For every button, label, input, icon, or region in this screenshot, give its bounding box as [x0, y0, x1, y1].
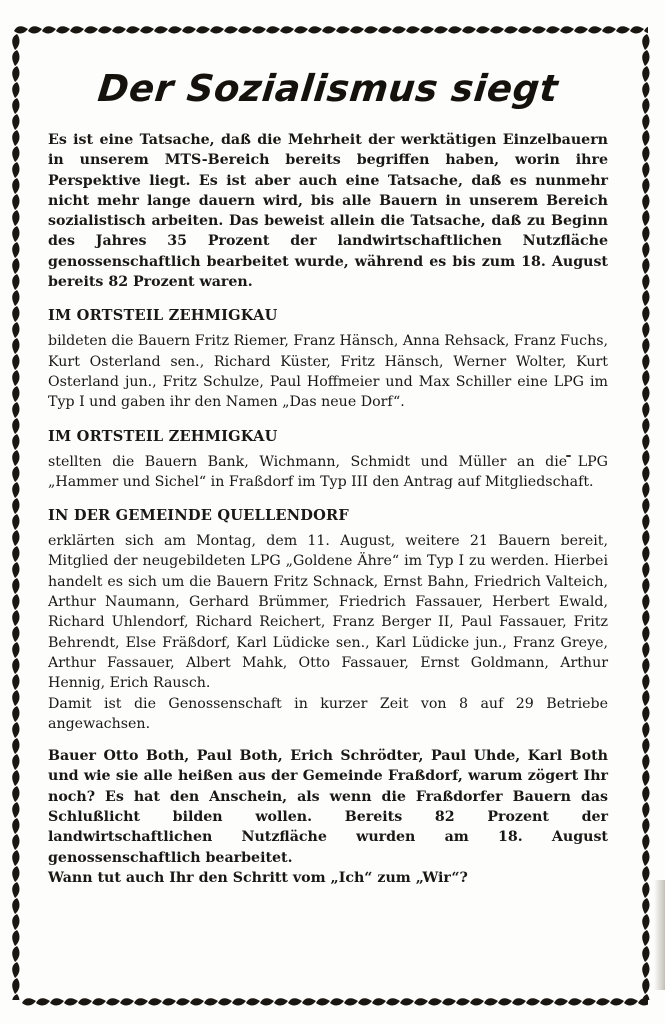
section-heading: IN DER GEMEINDE QUELLENDORF	[48, 507, 349, 525]
page-edge-shadow	[654, 880, 665, 990]
headline: Der Sozialismus siegt	[95, 67, 561, 110]
rope-border-top	[14, 24, 648, 36]
article	[48, 60, 608, 888]
section-heading: IM ORTSTEIL ZEHMIGKAU	[48, 307, 278, 325]
section-followup: Damit ist die Genossenschaft in kurzer Zeit von 8 auf 29 Betriebe angewachsen.	[48, 695, 608, 732]
section-body: stellten die Bauern Bank, Wichmann, Schmidt und Müller an die LPG „Hammer und Sichel“ in Fraßdorf im Typ III den Antrag auf Mitgliedschaft.	[48, 453, 608, 490]
section-body: bildeten die Bauern Fritz Riemer, Franz Hänsch, Anna Rehsack, Franz Fuchs, Kurt Osterland sen., Richard Küster, Fritz Hänsch, Werner Wolter, Kurt Osterland jun., Fritz Schulze, Paul Hoffmeier und Max Schiller eine LPG im Typ I und gaben ihr den Namen „Das neue Dorf“.	[48, 333, 608, 411]
rope-border-bottom	[22, 996, 648, 1008]
rope-border-left	[10, 34, 24, 1000]
lead-paragraph: Es ist eine Tatsache, daß die Mehrheit der werktätigen Einzelbauern in unserem MTS-Bereich bereits begriffen haben, worin ihre Perspektive liegt. Es ist aber auch eine Tatsache, daß es nunmehr nicht mehr lange dauern wird, bis alle Bauern in unserem Bereich sozialistisch arbeiten. Das beweist allein die Tatsache, daß zu Beginn des Jahres 35 Prozent der landwirtschaftlichen Nutzfläche genossenschaftlich bearbeitet wurde, während es bis zum 18. August bereits 82 Prozent waren.	[48, 132, 608, 291]
closing-paragraph: Bauer Otto Both, Paul Both, Erich Schrödter, Paul Uhde, Karl Both und wie sie alle heißen aus der Gemeinde Fraßdorf, warum zögert Ihr noch? Es hat den Anschein, als wenn die Fraßdorfer Bauern das Schlußlicht bilden wollen. Bereits 82 Prozent der landwirtschaftlichen Nutzfläche wurden am 18. August genossenschaftlich bearbeitet.	[48, 748, 608, 866]
section-body: erklärten sich am Montag, dem 11. August, weitere 21 Bauern bereit, Mitglied der neugebildeten LPG „Goldene Ähre“ im Typ I zu werden. Hierbei handelt es sich um die Bauern Fritz Schnack, Ernst Bahn, Friedrich Valteich, Arthur Naumann, Gerhard Brümmer, Friedrich Fassauer, Herbert Ewald, Richard Uhlendorf, Richard Reichert, Franz Berger II, Paul Fassauer, Fritz Behrendt, Else Fräßdorf, Karl Lüdicke sen., Karl Lüdicke jun., Franz Greye, Arthur Fassauer, Albert Mahk, Otto Fassauer, Ernst Goldmann, Arthur Hennig, Erich Rausch.	[48, 533, 608, 692]
closing-question: Wann tut auch Ihr den Schritt vom „Ich“ zum „Wir“?	[48, 869, 468, 886]
section-heading: IM ORTSTEIL ZEHMIGKAU	[48, 427, 278, 445]
rope-border-right	[640, 34, 654, 1000]
